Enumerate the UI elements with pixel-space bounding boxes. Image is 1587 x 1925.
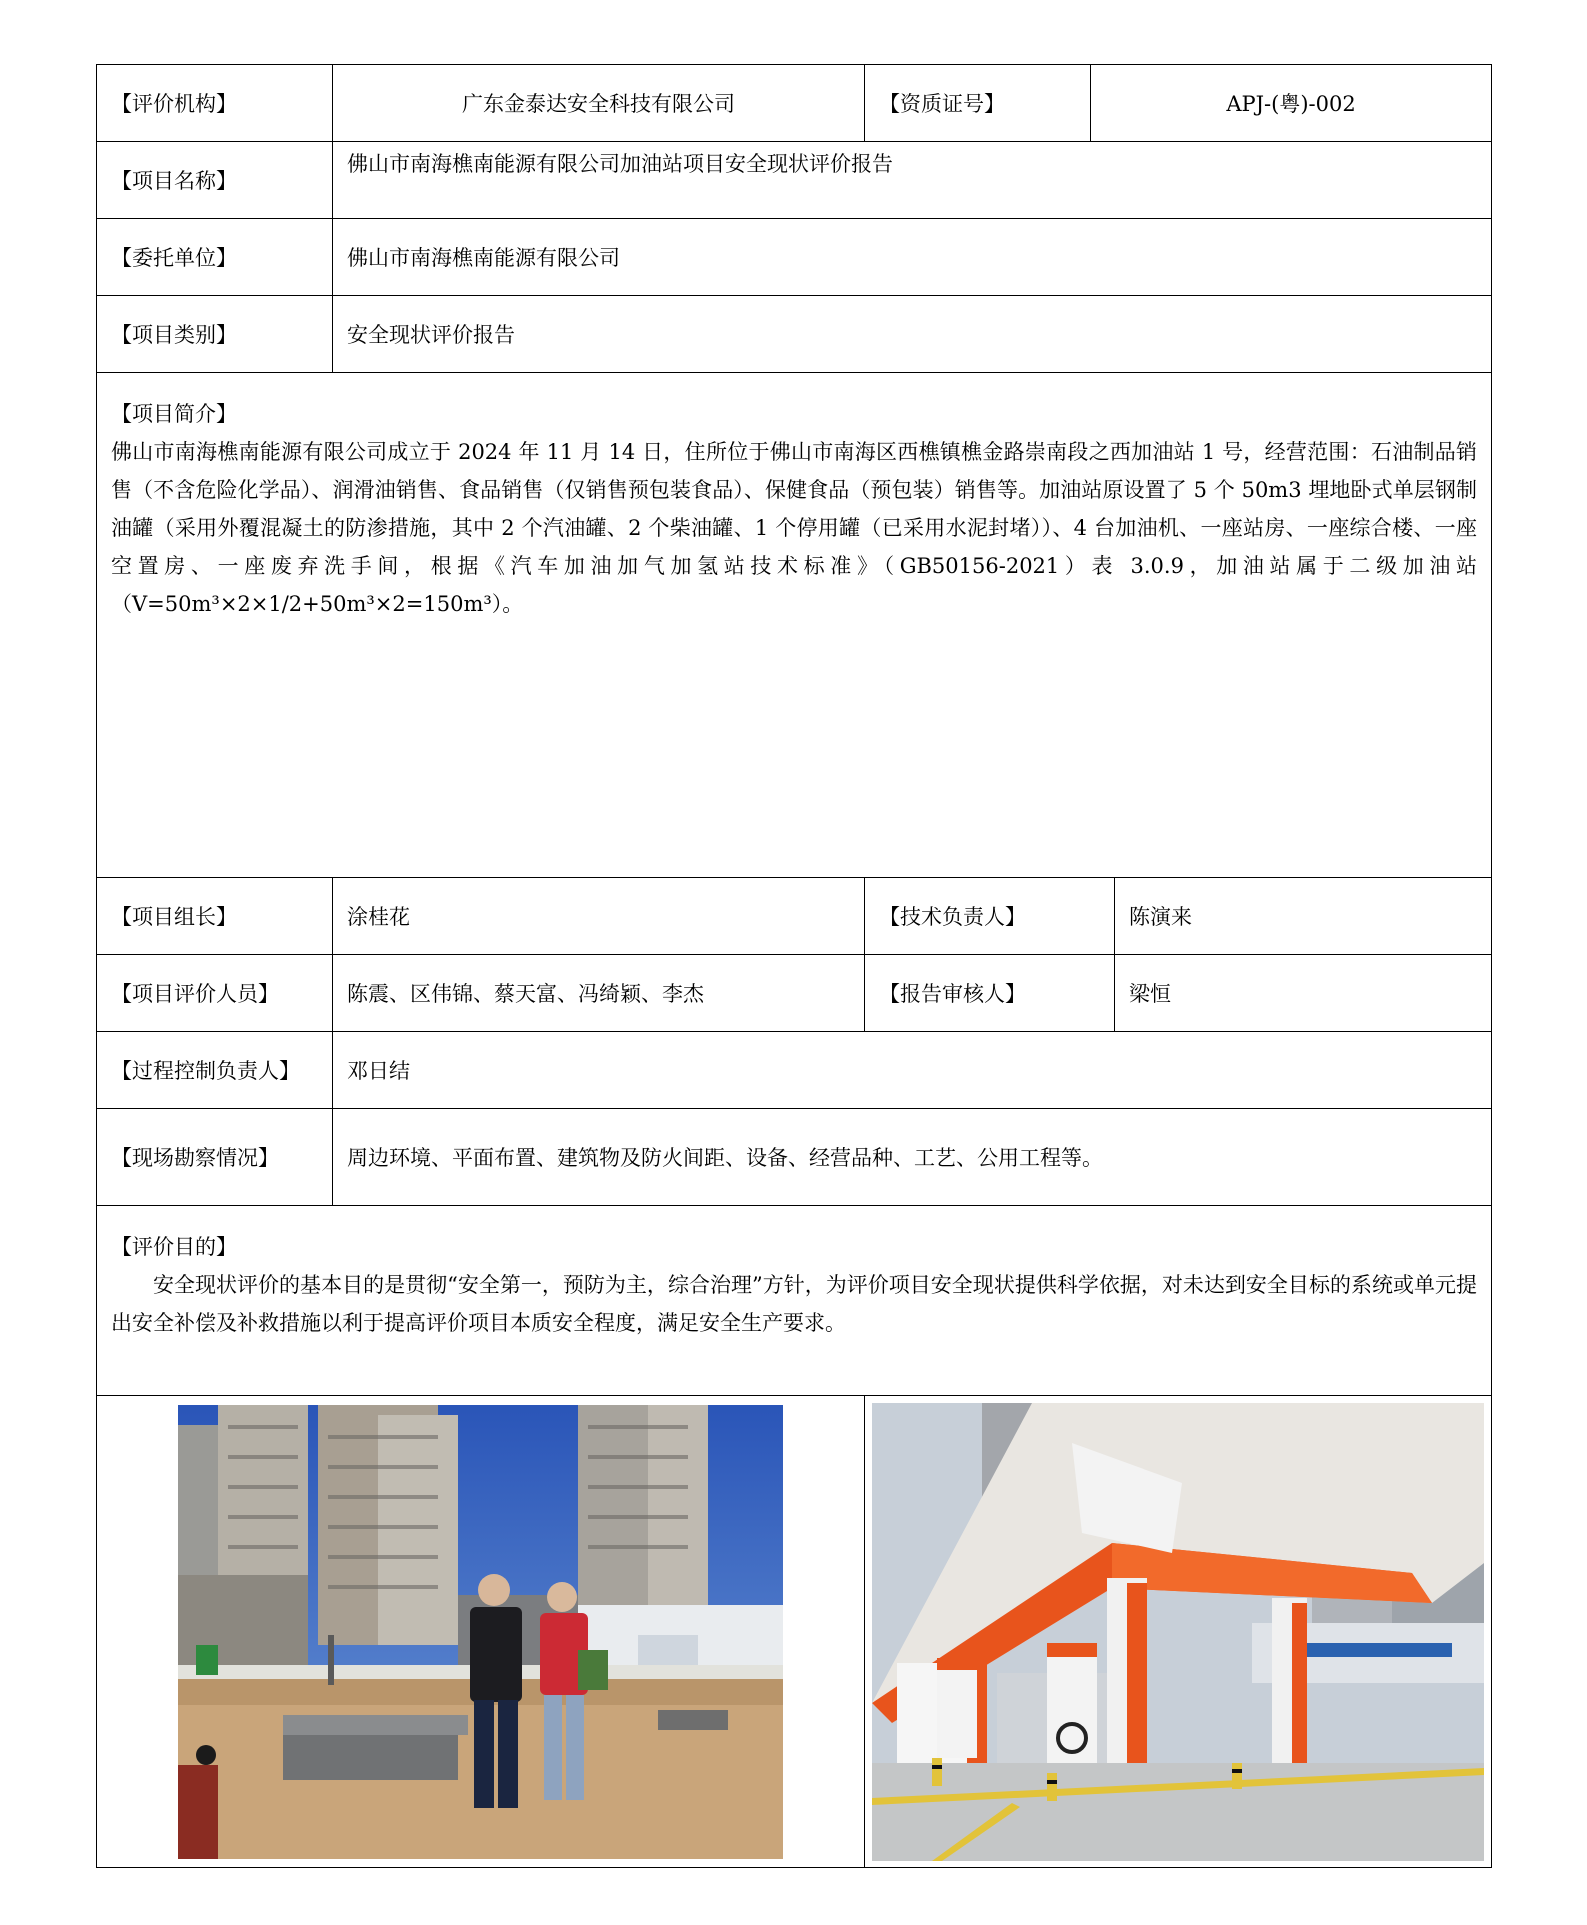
project-name-value: 佛山市南海樵南能源有限公司加油站项目安全现状评价报告	[333, 142, 1492, 219]
survey-value: 周边环境、平面布置、建筑物及防火间距、设备、经营品种、工艺、公用工程等。	[333, 1109, 1492, 1206]
photo-left-cell	[97, 1396, 865, 1868]
site-photo-svg	[178, 1405, 783, 1859]
station-photo-svg	[872, 1403, 1484, 1861]
client-label: 【委托单位】	[97, 219, 333, 296]
project-name-label: 【项目名称】	[97, 142, 333, 219]
reviewer-value: 梁恒	[1115, 955, 1492, 1032]
org-label: 【评价机构】	[97, 65, 333, 142]
info-table	[96, 64, 1492, 1868]
members-label: 【项目评价人员】	[97, 955, 333, 1032]
purpose-label: 【评价目的】	[111, 1235, 237, 1259]
survey-label: 【现场勘察情况】	[97, 1109, 333, 1206]
evaluation-form	[96, 64, 1491, 1868]
row-category	[97, 296, 1492, 373]
process-value: 邓日结	[333, 1032, 1492, 1109]
row-client	[97, 219, 1492, 296]
purpose-text: 安全现状评价的基本目的是贯彻“安全第一，预防为主，综合治理”方针，为评价项目安全现状提供科学依据，对未达到安全目标的系统或单元提出安全补偿及补救措施以利于提高评价项目本质安全程度，满足安全生产要求。	[111, 1273, 1477, 1335]
category-label: 【项目类别】	[97, 296, 333, 373]
process-label: 【过程控制负责人】	[97, 1032, 333, 1109]
intro-text: 佛山市南海樵南能源有限公司成立于 2024 年 11 月 14 日，住所位于佛山市南海区西樵镇樵金路崇南段之西加油站 1 号，经营范围：石油制品销售（不含危险化学品）、润滑油销售、食品销售（仅销售预包装食品）、保健食品（预包装）销售等。加油站原设置了 5 个 50m3 埋地卧式单层钢制油罐（采用外覆混凝土的防渗措施，其中 2 个汽油罐、2 个柴油罐、1 个停用罐（已采用水泥封堵））、4 台加油机、一座站房、一座综合楼、一座空置房、一座废弃洗手间，根据《汽车加油加气加氢站技术标准》（GB50156-2021）表 3.0.9，加油站属于二级加油站（V=50m³×2×1/2+50m³×2=150m³）。	[111, 440, 1477, 616]
client-value: 佛山市南海樵南能源有限公司	[333, 219, 1492, 296]
tech-label: 【技术负责人】	[865, 878, 1115, 955]
row-project-name	[97, 142, 1492, 219]
cert-value: APJ-(粤)-002	[1091, 65, 1492, 142]
members-value: 陈震、区伟锦、蔡天富、冯绮颖、李杰	[333, 955, 865, 1032]
row-photos	[97, 1396, 1492, 1868]
reviewer-label: 【报告审核人】	[865, 955, 1115, 1032]
row-purpose	[97, 1206, 1492, 1396]
row-survey	[97, 1109, 1492, 1206]
intro-label: 【项目简介】	[111, 402, 237, 426]
purpose-cell	[97, 1206, 1492, 1396]
site-survey-photo	[178, 1405, 783, 1859]
row-intro	[97, 373, 1492, 878]
org-value: 广东金泰达安全科技有限公司	[333, 65, 865, 142]
gas-station-photo	[872, 1403, 1484, 1861]
intro-cell	[97, 373, 1492, 878]
row-members	[97, 955, 1492, 1032]
row-leader	[97, 878, 1492, 955]
row-process	[97, 1032, 1492, 1109]
cert-label: 【资质证号】	[865, 65, 1091, 142]
row-org	[97, 65, 1492, 142]
leader-label: 【项目组长】	[97, 878, 333, 955]
tech-value: 陈演来	[1115, 878, 1492, 955]
category-value: 安全现状评价报告	[333, 296, 1492, 373]
photo-right-cell	[865, 1396, 1492, 1868]
leader-value: 涂桂花	[333, 878, 865, 955]
